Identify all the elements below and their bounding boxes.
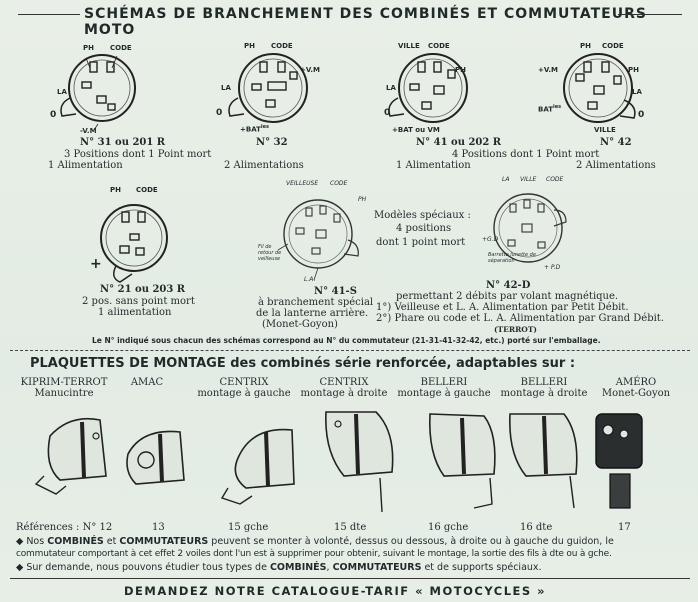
ref-13: 13 — [152, 522, 165, 533]
label-la: LA — [502, 176, 510, 183]
plaquette-12-drawing — [30, 406, 120, 518]
label-code: CODE — [546, 176, 564, 183]
label-code: CODE — [136, 186, 158, 194]
diagram-31-desc2: 1 Alimentation — [48, 160, 123, 171]
custom-designs-paragraph: ◆ Sur demande, nous pouvons étudier tous types de COMBINÉS, COMMUTATEURS et de supports spéciaux. — [16, 562, 542, 573]
label-ph: PH — [455, 66, 466, 74]
plaquette-13-drawing — [120, 420, 200, 512]
label-ph: PH — [244, 42, 255, 50]
mounting-paragraph: ◆ Nos COMBINÉS et COMMUTATEURS peuvent se monter à volonté, dessus ou dessous, à droite ou à gauche du guidon, le commutateur comportant à cet effet 2 voiles dont l'un est à supprimer pour obtenir, suivant le montage, la sortie des fils à dte ou à gche. — [16, 536, 614, 559]
brand-centrix-gauche: CENTRIX montage à gauche — [197, 377, 291, 399]
label-code: CODE — [330, 180, 348, 187]
diagram-31-desc1: 3 Positions dont 1 Point mort — [64, 149, 212, 160]
special-models-line2: 4 positions — [396, 223, 452, 234]
diagram-21-desc1: 2 pos. sans point mort — [82, 296, 195, 307]
label-fil-veilleuse: Fil de retour de veilleuse — [258, 244, 282, 262]
label-vm-plus: +V.M — [538, 66, 559, 74]
label-la: LA — [386, 84, 396, 92]
label-vm-plus: +V.M — [300, 66, 321, 74]
brand-kiprim: KIPRIM-TERROT Manucintre — [20, 377, 108, 399]
diagram-41s-desc3: (Monet-Goyon) — [262, 319, 338, 330]
diagram-31-number: N° 31 ou 201 R — [80, 137, 166, 148]
label-ville: VILLE — [398, 42, 420, 50]
packaging-note: Le N° indiqué sous chacun des schémas correspond au N° du commutateur (21-31-41-32-42, etc.) porté sur l'emballage. — [92, 336, 601, 345]
plaquette-15g-drawing — [222, 418, 312, 518]
page-title: SCHÉMAS DE BRANCHEMENT DES COMBINÉS ET COMMUTATEURS MOTO — [84, 6, 647, 38]
diagram-21-desc2: 1 alimentation — [98, 307, 172, 318]
label-code: CODE — [602, 42, 624, 50]
footer-divider — [10, 578, 690, 579]
label-ph: PH — [628, 66, 639, 74]
label-code: CODE — [110, 44, 132, 52]
label-ville: VILLE — [594, 126, 616, 134]
label-bat: $BAT^{ies}$ — [538, 104, 562, 114]
ref-16-dte: 16 dte — [520, 522, 553, 533]
footer-catalogue: DEMANDEZ NOTRE CATALOGUE-TARIF « MOTOCYCLES » — [124, 584, 547, 598]
diagram-42d-line1: permettant 2 débits par volant magnétique. — [396, 291, 619, 302]
diagram-32-number: N° 32 — [256, 137, 288, 148]
label-la: L.A. — [304, 276, 316, 283]
diagram-41s-desc1: à branchement spécial — [258, 297, 374, 308]
section-divider — [10, 350, 690, 351]
label-ville: VILLE — [520, 176, 537, 183]
switch-diagram-41s — [268, 184, 368, 284]
label-zero: 0 — [216, 108, 223, 118]
label-gd: +G.D — [482, 236, 499, 243]
plaquette-16g-drawing — [414, 404, 504, 518]
label-la: LA — [632, 88, 642, 96]
label-ph: PH — [83, 44, 94, 52]
ref-16-gche: 16 gche — [428, 522, 469, 533]
title-rule-right — [618, 14, 682, 15]
brand-amero: AMÉRO Monet-Goyon — [601, 377, 671, 399]
label-code: CODE — [428, 42, 450, 50]
label-zero: 0 — [50, 110, 57, 120]
ref-12: 12 — [99, 522, 113, 533]
plaquette-15d-drawing — [316, 402, 406, 518]
label-ph: PH — [358, 196, 367, 203]
special-models-line1: Modèles spéciaux : — [374, 210, 471, 221]
label-code: CODE — [271, 42, 293, 50]
label-la: LA — [57, 88, 67, 96]
label-la: LA — [221, 84, 231, 92]
diagram-42d-number: N° 42-D — [486, 280, 531, 291]
label-veilleuse: VEILLEUSE — [286, 180, 319, 187]
plaquette-16d-drawing — [500, 404, 590, 518]
brand-belleri-droite: BELLERI montage à droite — [500, 377, 588, 399]
diagram-41-desc2: 1 Alimentation — [396, 160, 471, 171]
diagram-21-number: N° 21 ou 203 R — [100, 284, 186, 295]
diagram-32-desc2: 2 Alimentations — [224, 160, 304, 171]
ref-15-dte: 15 dte — [334, 522, 367, 533]
plaquettes-heading: PLAQUETTES DE MONTAGE des combinés série renforcée, adaptables sur : — [30, 356, 576, 371]
diagram-42d-line2: 1°) Veilleuse et L. A. Alimentation par Petit Débit. — [376, 302, 629, 313]
diagram-41-desc1: 4 Positions dont 1 Point mort — [452, 149, 600, 160]
refs-label: Références : N° 12 — [16, 522, 113, 533]
ref-15-gche: 15 gche — [228, 522, 269, 533]
label-bat-plus: $+BAT^{ies}$ — [240, 124, 269, 134]
title-rule-left — [18, 14, 80, 15]
label-barrette: Barrette lunette de séparation — [488, 252, 536, 264]
label-bat-vm: +BAT ou VM — [392, 126, 440, 134]
switch-diagram-32 — [218, 38, 328, 138]
diagram-42d-line3: 2°) Phare ou code et L. A. Alimentation par Grand Débit. — [376, 313, 665, 324]
brand-belleri-gauche: BELLERI montage à gauche — [397, 377, 491, 399]
label-ph: PH — [580, 42, 591, 50]
plaquette-17-drawing — [588, 404, 658, 518]
ref-17: 17 — [618, 522, 631, 533]
label-zero: 0 — [384, 108, 391, 118]
brand-amac: AMAC — [130, 377, 164, 388]
diagram-42-desc2: 2 Alimentations — [576, 160, 656, 171]
diagram-42d-line4: (TERROT) — [494, 325, 537, 334]
label-zero: 0 — [638, 110, 645, 120]
diagram-42-number: N° 42 — [600, 137, 632, 148]
label-pd: + P.D — [544, 264, 561, 271]
brand-centrix-droite: CENTRIX montage à droite — [300, 377, 388, 399]
switch-diagram-21 — [86, 190, 186, 290]
label-ph: PH — [110, 186, 121, 194]
special-models-line3: dont 1 point mort — [376, 237, 466, 248]
diagram-41s-desc2: de la lanterne arrière. — [256, 308, 369, 319]
label-plus: + — [90, 256, 102, 272]
switch-diagram-42d — [480, 180, 580, 280]
diagram-41-number: N° 41 ou 202 R — [416, 137, 502, 148]
diagram-41s-number: N° 41-S — [314, 286, 357, 297]
label-vm-minus: -V.M — [80, 127, 97, 135]
